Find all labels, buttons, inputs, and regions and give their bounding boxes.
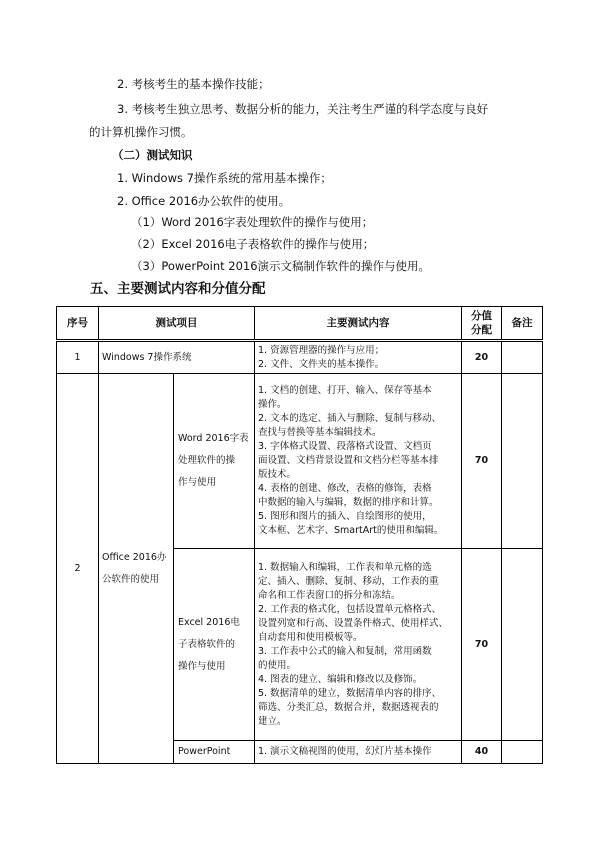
word-content: 1. 文档的创建、打开、输入、保存等基本 操作。 2. 文本的选定、插入与删除、复制与移动、 查找与替换等基本编辑技术。 3. 字体格式设置、段落格式设置、文档页 面设置、文档背景设置和文档分栏等基本排 版技术。 4. 表格的创建、修改，表格的修饰，表格 中数据的输入与编辑，数据的排序和计算。 5. 图形和图片的插入、自绘图形的使用， 文本框、艺术字、SmartArt的使用和编辑。 bbox=[255, 374, 462, 549]
header-seq: 序号 bbox=[57, 307, 99, 341]
table-header-row bbox=[57, 307, 543, 341]
excel-subitem: Excel 2016电 子表格软件的 操作与使用 bbox=[174, 549, 255, 741]
intro-item-3-line-2: 的计算机操作习惯。 bbox=[89, 125, 193, 139]
knowledge-item-1: 1. Windows 7操作系统的常用基本操作； bbox=[117, 171, 332, 185]
header-score: 分值 分配 bbox=[462, 307, 502, 341]
knowledge-sub-3: （3）PowerPoint 2016演示文稿制作软件的操作与使用。 bbox=[131, 259, 431, 273]
row-1-item: Windows 7操作系统 bbox=[99, 341, 255, 374]
score-distribution-table bbox=[56, 306, 543, 764]
ppt-content: 1. 演示文稿视图的使用，幻灯片基本操作 bbox=[255, 741, 462, 764]
header-content: 主要测试内容 bbox=[255, 307, 462, 341]
section-5-title: 五、主要测试内容和分值分配 bbox=[90, 281, 266, 297]
table-row bbox=[57, 374, 543, 549]
row-1-score: 20 bbox=[462, 341, 502, 374]
row-2-seq: 2 bbox=[57, 374, 99, 764]
header-note: 备注 bbox=[502, 307, 543, 341]
row-2-item: Office 2016办 公软件的使用 bbox=[99, 374, 174, 764]
table-row bbox=[57, 341, 543, 374]
word-score: 70 bbox=[462, 374, 502, 549]
intro-item-3-line-1: 3. 考核考生独立思考、数据分析的能力，关注考生严谨的科学态度与良好 bbox=[117, 102, 489, 116]
knowledge-sub-2: （2）Excel 2016电子表格软件的操作与使用； bbox=[131, 237, 375, 251]
knowledge-heading: （二）测试知识 bbox=[112, 148, 193, 162]
word-note bbox=[502, 374, 543, 549]
knowledge-sub-1: （1）Word 2016字表处理软件的操作与使用； bbox=[131, 215, 374, 229]
word-subitem: Word 2016字表 处理软件的操 作与使用 bbox=[174, 374, 255, 549]
row-1-content: 1. 资源管理器的操作与应用； 2. 文件、文件夹的基本操作。 bbox=[255, 341, 462, 374]
excel-score: 70 bbox=[462, 549, 502, 741]
ppt-score: 40 bbox=[462, 741, 502, 764]
excel-note bbox=[502, 549, 543, 741]
ppt-note bbox=[502, 741, 543, 764]
ppt-subitem: PowerPoint bbox=[174, 741, 255, 764]
intro-item-2: 2. 考核考生的基本操作技能； bbox=[117, 77, 270, 91]
header-item: 测试项目 bbox=[99, 307, 255, 341]
row-1-seq: 1 bbox=[57, 341, 99, 374]
knowledge-item-2: 2. Office 2016办公软件的使用。 bbox=[117, 194, 291, 208]
excel-content: 1. 数据输入和编辑，工作表和单元格的选 定、插入、删除、复制、移动，工作表的重 命名和工作表窗口的拆分和冻结。 2. 工作表的格式化，包括设置单元格格式、 设置列宽和行高、设置条件格式、使用样式、 自动套用和使用模板等。 3. 工作表中公式的输入和复制，常用函数 的使用。 4. 图表的建立、编辑和修改以及修饰。 5. 数据清单的建立，数据清单内容的排序、 筛选、分类汇总，数据合并，数据透视表的 建立。 bbox=[255, 549, 462, 741]
row-1-note bbox=[502, 341, 543, 374]
